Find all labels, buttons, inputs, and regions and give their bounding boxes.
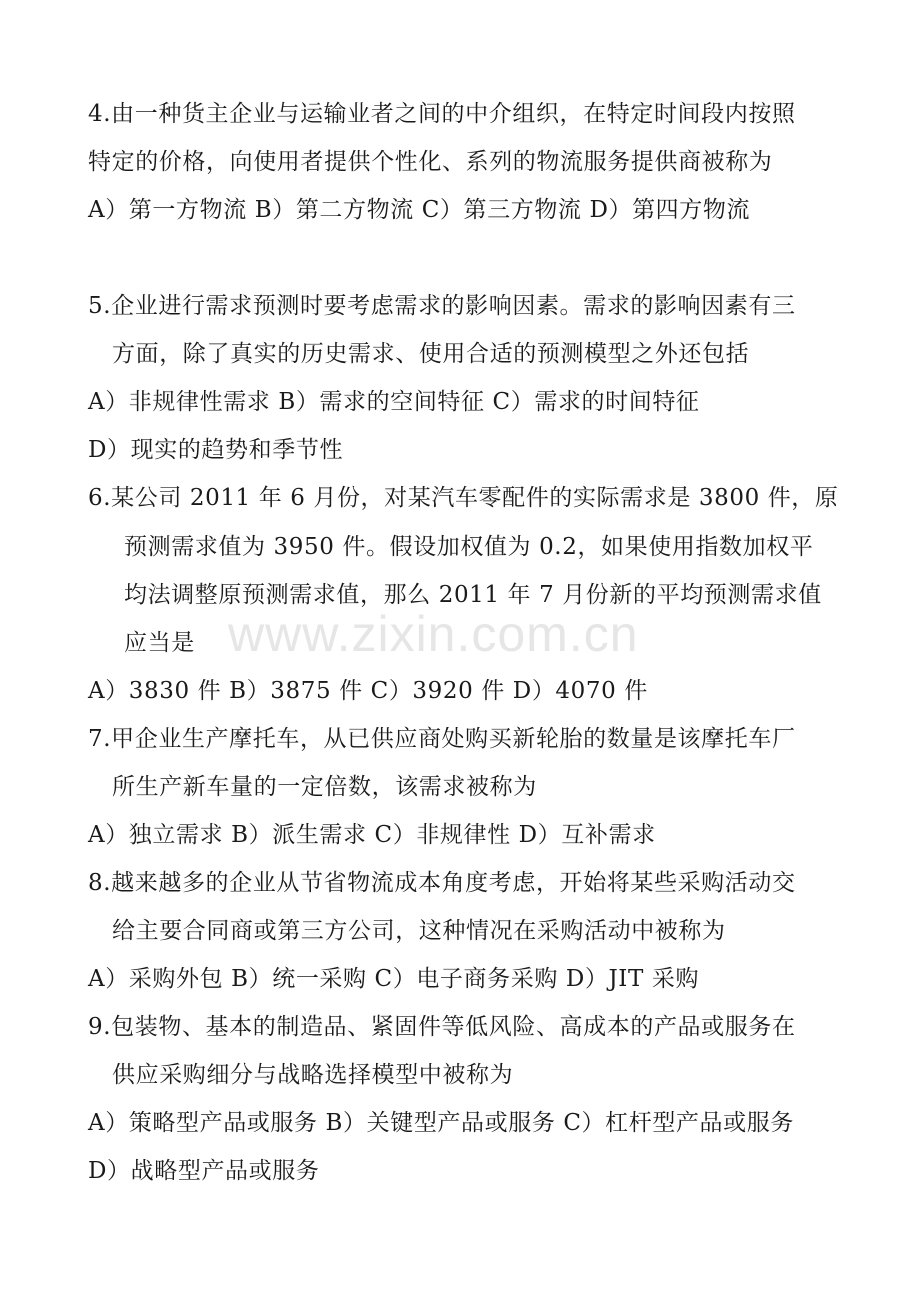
- q6-options-line-1: A）3830 件 B）3875 件 C）3920 件 D）4070 件: [88, 678, 648, 704]
- q9-stem-line-1: 9.包装物、基本的制造品、紧固件等低风险、高成本的产品或服务在: [88, 1014, 796, 1040]
- q7-stem-line-2: 所生产新车量的一定倍数，该需求被称为: [112, 774, 537, 800]
- q5-stem-line-1: 5.企业进行需求预测时要考虑需求的影响因素。需求的影响因素有三: [88, 293, 796, 319]
- q5-stem-line-2: 方面，除了真实的历史需求、使用合适的预测模型之外还包括: [112, 341, 750, 367]
- q4-options-line-1: A）第一方物流 B）第二方物流 C）第三方物流 D）第四方物流: [88, 197, 751, 223]
- q5-options-line-2: D）现实的趋势和季节性: [88, 437, 344, 463]
- q6-stem-line-1: 6.某公司 2011 年 6 月份，对某汽车零配件的实际需求是 3800 件，原: [88, 485, 839, 511]
- q6-stem-line-2: 预测需求值为 3950 件。假设加权值为 0.2，如果使用指数加权平: [124, 534, 814, 560]
- q9-stem-line-2: 供应采购细分与战略选择模型中被称为: [112, 1062, 514, 1088]
- q4-stem-line-2: 特定的价格，向使用者提供个性化、系列的物流服务提供商被称为: [88, 149, 773, 175]
- q8-options-line-1: A）采购外包 B）统一采购 C）电子商务采购 D）JIT 采购: [88, 966, 700, 992]
- watermark: www.zixin.com.cn: [228, 606, 639, 662]
- q9-options-line-1: A）策略型产品或服务 B）关键型产品或服务 C）杠杆型产品或服务: [88, 1110, 794, 1136]
- q5-options-line-1: A）非规律性需求 B）需求的空间特征 C）需求的时间特征: [88, 389, 700, 415]
- q8-stem-line-2: 给主要合同商或第三方公司，这种情况在采购活动中被称为: [112, 918, 726, 944]
- q9-options-line-2: D）战略型产品或服务: [88, 1158, 320, 1184]
- q7-stem-line-1: 7.甲企业生产摩托车，从已供应商处购买新轮胎的数量是该摩托车厂: [88, 726, 796, 752]
- q4-stem-line-1: 4.由一种货主企业与运输业者之间的中介组织，在特定时间段内按照: [88, 101, 796, 127]
- q7-options-line-1: A）独立需求 B）派生需求 C）非规律性 D）互补需求: [88, 822, 656, 848]
- q6-stem-line-4: 应当是: [124, 630, 195, 656]
- q8-stem-line-1: 8.越来越多的企业从节省物流成本角度考虑，开始将某些采购活动交: [88, 870, 796, 896]
- q6-stem-line-3: 均法调整原预测需求值，那么 2011 年 7 月份新的平均预测需求值: [124, 582, 822, 608]
